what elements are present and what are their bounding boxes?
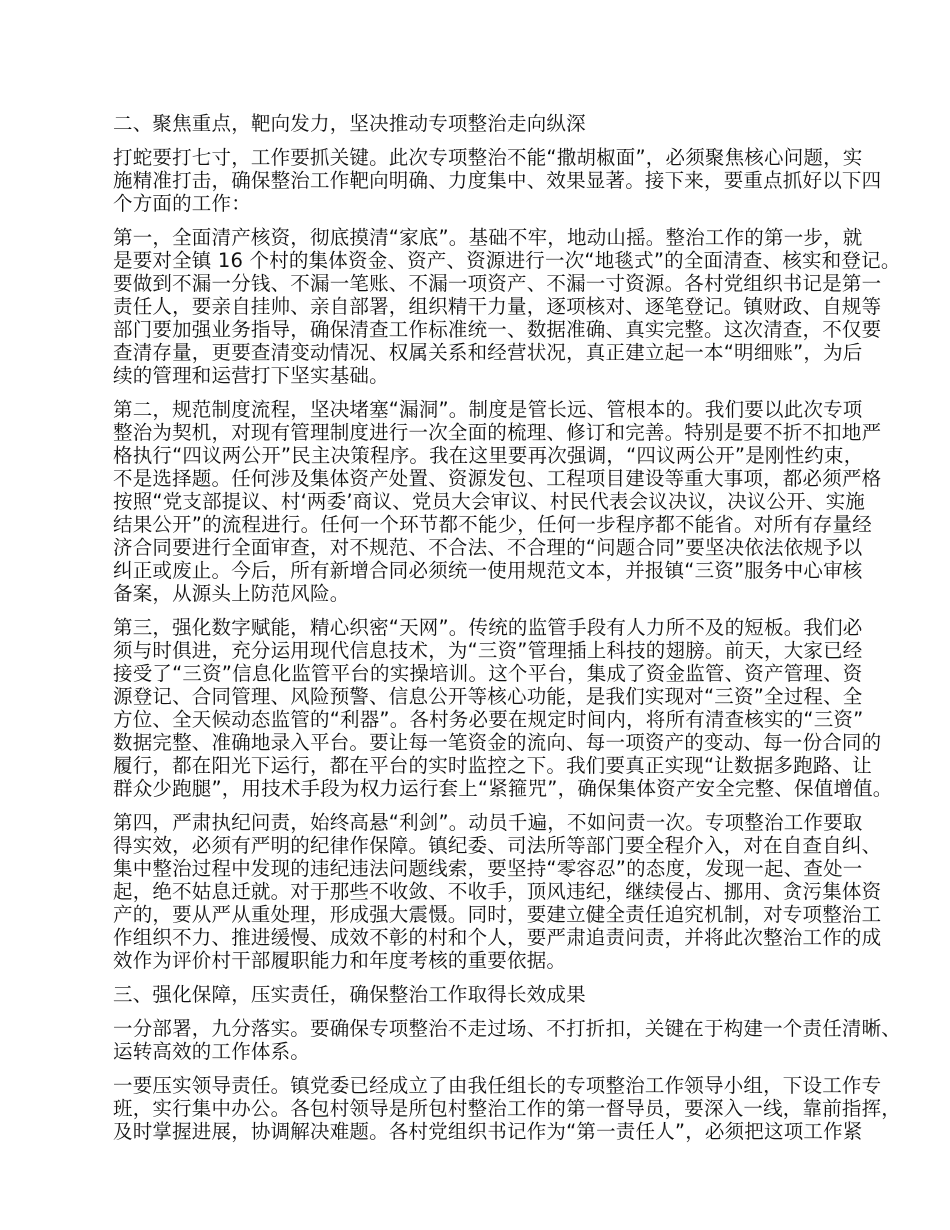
paragraph [113,1017,902,1063]
text-line: 施精准打击，确保整治工作靶向明确、力度集中、效果显著。接下来，要重点抓好以下四 [113,169,882,192]
text-line: 第二，规范制度流程，坚决堵塞“漏洞”。制度是管长远、管根本的。我们要以此次专项 [113,398,863,421]
text-line: 按照“党支部提议、村‘两委’商议、党员大会审议、村民代表会议决议，决议公开、实施 [113,490,865,513]
text-line: 三、强化保障，压实责任，确保整治工作取得长效成果 [113,983,586,1006]
text-line: 责任人，要亲自挂帅、亲自部署，组织精干力量，逐项核对、逐笔登记。镇财政、自规等 [113,295,882,318]
text-line: 群众少跑腿”，用技术手段为权力运行套上“紧箍咒”，确保集体资产安全完整、保值增值。 [113,777,893,800]
document-body [113,112,902,1154]
paragraph [113,146,882,215]
text-line: 个方面的工作： [113,192,251,215]
text-line: 效作为评价村干部履职能力和年度考核的重要依据。 [113,949,567,972]
section-heading [113,112,873,135]
text-line: 源登记、合同管理、风险预警、信息公开等核心功能，是我们实现对“三资”全过程、全 [113,685,863,708]
text-line: 格执行“四议两公开”民主决策程序。我在这里要再次强调，“四议两公开”是刚性约束， [113,444,864,467]
text-line: 运转高效的工作体系。 [113,1040,311,1063]
text-line: 二、聚焦重点，靶向发力，坚决推动专项整治走向纵深 [113,112,586,135]
text-line: 查清存量，更要查清变动情况、权属关系和经营状况，真正建立起一本“明细账”，为后 [113,341,863,364]
text-line: 及时掌握进展，协调解决难题。各村党组织书记作为“第一责任人”，必须把这项工作紧 [113,1120,863,1143]
paragraph [113,616,893,800]
text-line: 打蛇要打七寸，工作要抓关键。此次专项整治不能“撒胡椒面”，必须聚焦核心问题，实 [113,146,863,169]
text-line: 备案，从源头上防范风险。 [113,582,350,605]
text-line: 第四，严肃执纪问责，始终高悬“利剑”。动员千遍，不如问责一次。专项整治工作要取 [113,811,863,834]
text-line: 得实效，必须有严明的纪律作保障。镇纪委、司法所等部门要全程介入，对在自查自纠、 [113,834,882,857]
text-line: 接受了“三资”信息化监管平台的实操培训。这个平台，集成了资金监管、资产管理、资 [113,662,863,685]
text-line: 不是选择题。任何涉及集体资产处置、资源发包、工程项目建设等重大事项，都必须严格 [113,467,882,490]
text-line: 班，实行集中办公。各包村领导是所包村整治工作的第一督导员，要深入一线，靠前指挥， [113,1097,902,1120]
text-line: 续的管理和运营打下坚实基础。 [113,364,389,387]
paragraph [113,811,882,972]
text-line: 数据完整、准确地录入平台。要让每一笔资金的流向、每一项资产的变动、每一份合同的 [113,731,882,754]
text-line: 济合同要进行全面审查，对不规范、不合法、不合理的“问题合同”要坚决依法依规予以 [113,536,863,559]
text-line: 集中整治过程中发现的违纪违法问题线索，要坚持“零容忍”的态度，发现一起、查处一 [113,857,863,880]
section-heading [113,983,873,1006]
paragraph [113,398,882,605]
text-line: 一要压实领导责任。镇党委已经成立了由我任组长的专项整治工作领导小组，下设工作专 [113,1074,882,1097]
text-line: 纠正或废止。今后，所有新增合同必须统一使用规范文本，并报镇“三资”服务中心审核 [113,559,863,582]
text-line: 产的，要从严从重处理，形成强大震慑。同时，要建立健全责任追究机制，对专项整治工 [113,903,882,926]
text-line: 结果公开”的流程进行。任何一个环节都不能少，任何一步程序都不能省。对所有存量经 [113,513,872,536]
text-line: 作组织不力、推进缓慢、成效不彰的村和个人，要严肃追责问责，并将此次整治工作的成 [113,926,882,949]
text-line: 一分部署，九分落实。要确保专项整治不走过场、不打折扣，关键在于构建一个责任清晰、 [113,1017,902,1040]
text-line: 须与时俱进，充分运用现代信息技术，为“三资”管理插上科技的翅膀。前天，大家已经 [113,639,863,662]
text-line: 第三，强化数字赋能，精心织密“天网”。传统的监管手段有人力所不及的短板。我们必 [113,616,863,639]
text-line: 整治为契机，对现有管理制度进行一次全面的梳理、修订和完善。特别是要不折不扣地严 [113,421,882,444]
text-line: 要做到不漏一分钱、不漏一笔账、不漏一项资产、不漏一寸资源。各村党组织书记是第一 [113,272,882,295]
text-line: 部门要加强业务指导，确保清查工作标准统一、数据准确、真实完整。这次清查，不仅要 [113,318,882,341]
text-line: 起，绝不姑息迁就。对于那些不收敛、不收手，顶风违纪，继续侵占、挪用、贪污集体资 [113,880,882,903]
text-line: 履行，都在阳光下运行，都在平台的实时监控之下。我们要真正实现“让数据多跑路、让 [113,754,872,777]
paragraph [113,1074,902,1143]
text-line: 方位、全天候动态监管的“利器”。各村务必要在规定时间内，将所有清查核实的“三资” [113,708,864,731]
paragraph [113,226,901,387]
text-line: 第一，全面清产核资，彻底摸清“家底”。基础不牢，地动山摇。整治工作的第一步，就 [113,226,863,249]
text-line: 是要对全镇 16 个村的集体资金、资产、资源进行一次“地毯式”的全面清查、核实和登记。 [113,249,901,272]
